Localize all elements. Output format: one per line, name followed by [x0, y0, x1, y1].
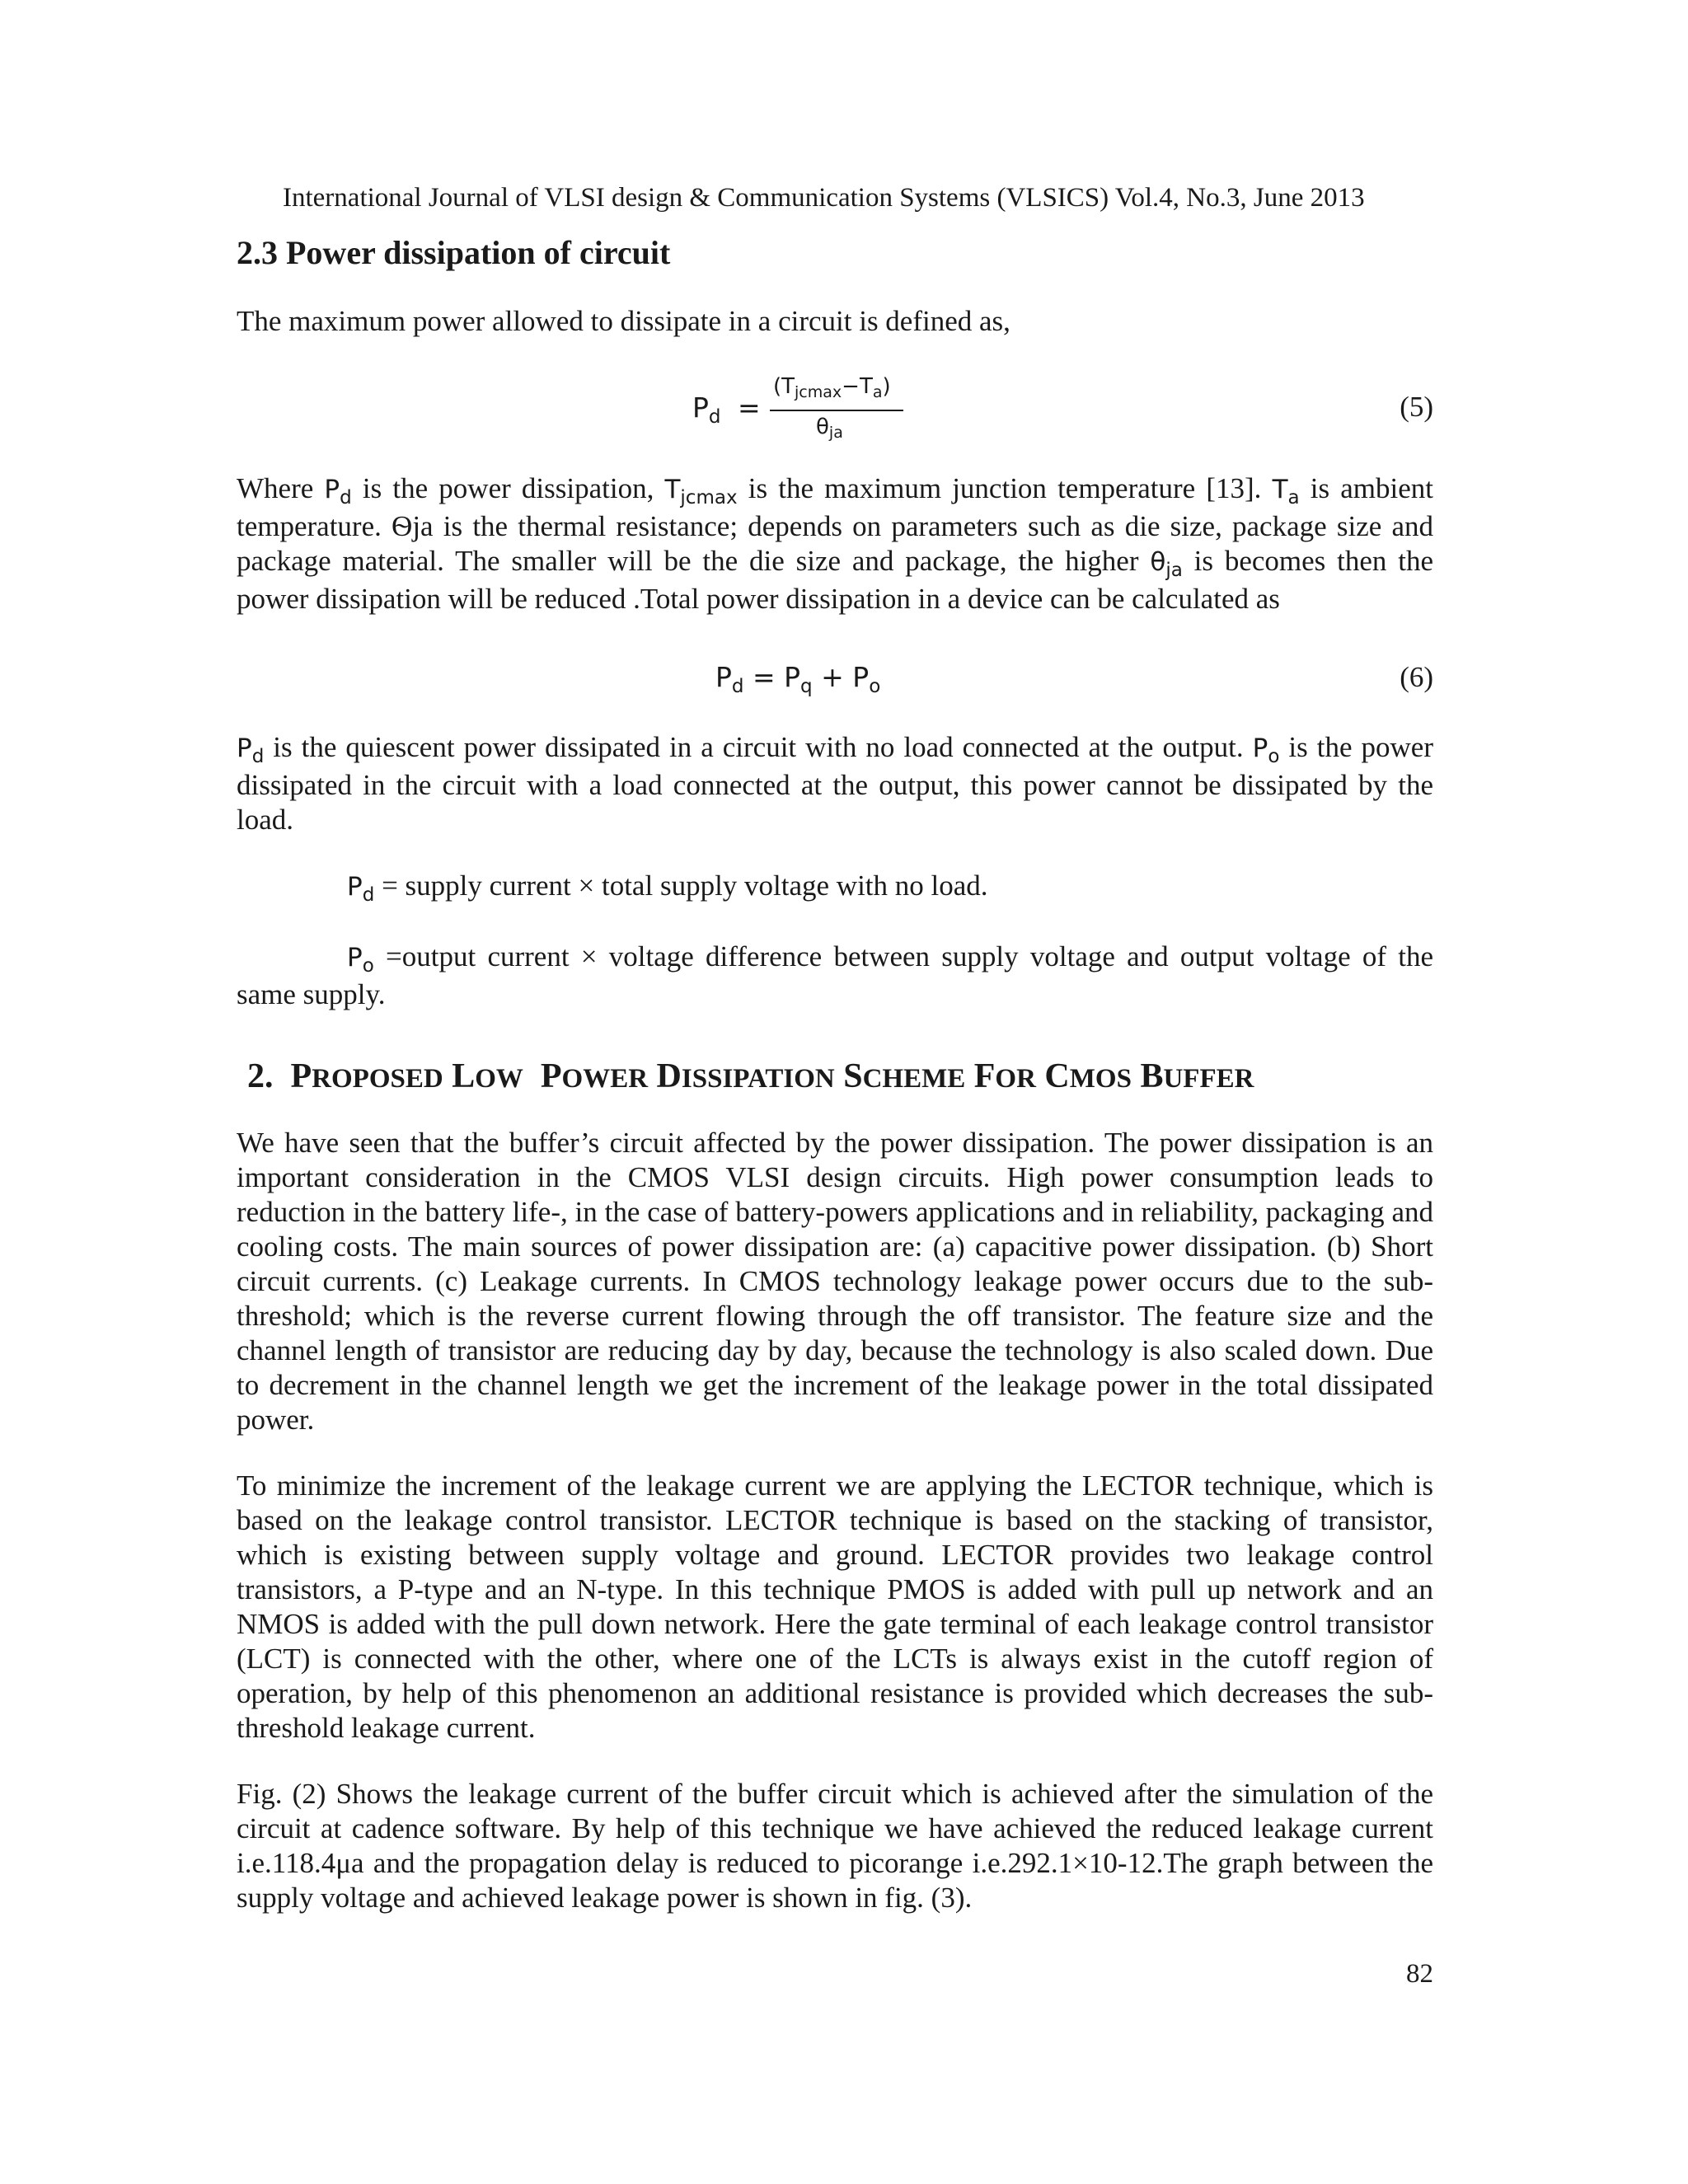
eq5-fraction-bar [770, 410, 903, 411]
page-number: 82 [1406, 1959, 1433, 1989]
section-title-2-3: 2.3 Power dissipation of circuit [237, 234, 671, 271]
definition-po: $P_o$ =output current × voltage difference between supply voltage and output voltage of the same supply. [237, 940, 1433, 1010]
paragraph-3: Fig. (2) Shows the leakage current of the buffer circuit which is achieved after the simulation of the circuit at cadence software. By help of this technique we have achieved the reduced leakage current i.e.118.4μa and the propagation delay is reduced to picorange i.e.292.1×10-12.The graph between the supply voltage and achieved leakage power is shown in fig. (3). [237, 1778, 1433, 1914]
eq5-number: (5) [1400, 391, 1433, 423]
running-header: International Journal of VLSI design & Communication Systems (VLSICS) Vol.4, No.3, June 2013 [283, 183, 1365, 213]
eq6-expression: $P_d = P_q + P_o$ [715, 661, 881, 697]
paragraph-where: Where $P_d$ is the power dissipation, $T_{jcmax}$ is the maximum junction temperature [13]. $T_a$ is ambient temperature. Ѳja is the thermal resistance; depends on parameters such as die size, package size and package material. The smaller will be the die size and package, the higher $\theta_{ja}$ is becomes then the power dissipation will be reduced .Total power dissipation in a device can be calculated as [237, 472, 1434, 615]
definition-pd: $P_d$ = supply current × total supply voltage with no load. [347, 869, 988, 906]
eq5-denominator: θja [816, 415, 843, 442]
eq5-numerator: (Tjcmax−Ta) [773, 374, 891, 401]
paragraph-pd-po: $P_d$ is the quiescent power dissipated in a circuit with no load connected at the output. $P_o$ is the power dissipated in the circuit with a load connected at the output, this power cannot be dissipated by the load. [237, 731, 1433, 836]
eq5-lhs: $P_d$ = [692, 391, 761, 428]
intro-sentence: The maximum power allowed to dissipate in a circuit is defined as, [237, 305, 1010, 337]
eq6-number: (6) [1400, 661, 1433, 693]
section-heading-2: 2. PROPOSED LOW POWER DISSIPATION SCHEME FOR CMOS BUFFER [247, 1057, 1254, 1095]
paragraph-2: To minimize the increment of the leakage current we are applying the LECTOR technique, which is based on the leakage control transistor. LECTOR technique is based on the stacking of transistor, which is existing between supply voltage and ground. LECTOR provides two leakage control transistors, a P-type and an N-type. In this technique PMOS is added with pull up network and an NMOS is added with the pull down network. Here the gate terminal of each leakage control transistor (LCT) is connected with the other, where one of the LCTs is always exist in the cutoff region of operation, by help of this phenomenon an additional resistance is provided which decreases the sub-threshold leakage current. [237, 1469, 1433, 1744]
paragraph-1: We have seen that the buffer’s circuit affected by the power dissipation. The power dissipation is an important consideration in the CMOS VLSI design circuits. High power consumption leads to reduction in the battery life-, in the case of battery-powers applications and in reliability, packaging and cooling costs. The main sources of power dissipation are: (a) capacitive power dissipation. (b) Short circuit currents. (c) Leakage currents. In CMOS technology leakage power occurs due to the sub-threshold; which is the reverse current flowing through the off transistor. The feature size and the channel length of transistor are reducing day by day, because the technology is also scaled down. Due to decrement in the channel length we get the increment of the leakage power in the total dissipated power. [237, 1127, 1433, 1436]
